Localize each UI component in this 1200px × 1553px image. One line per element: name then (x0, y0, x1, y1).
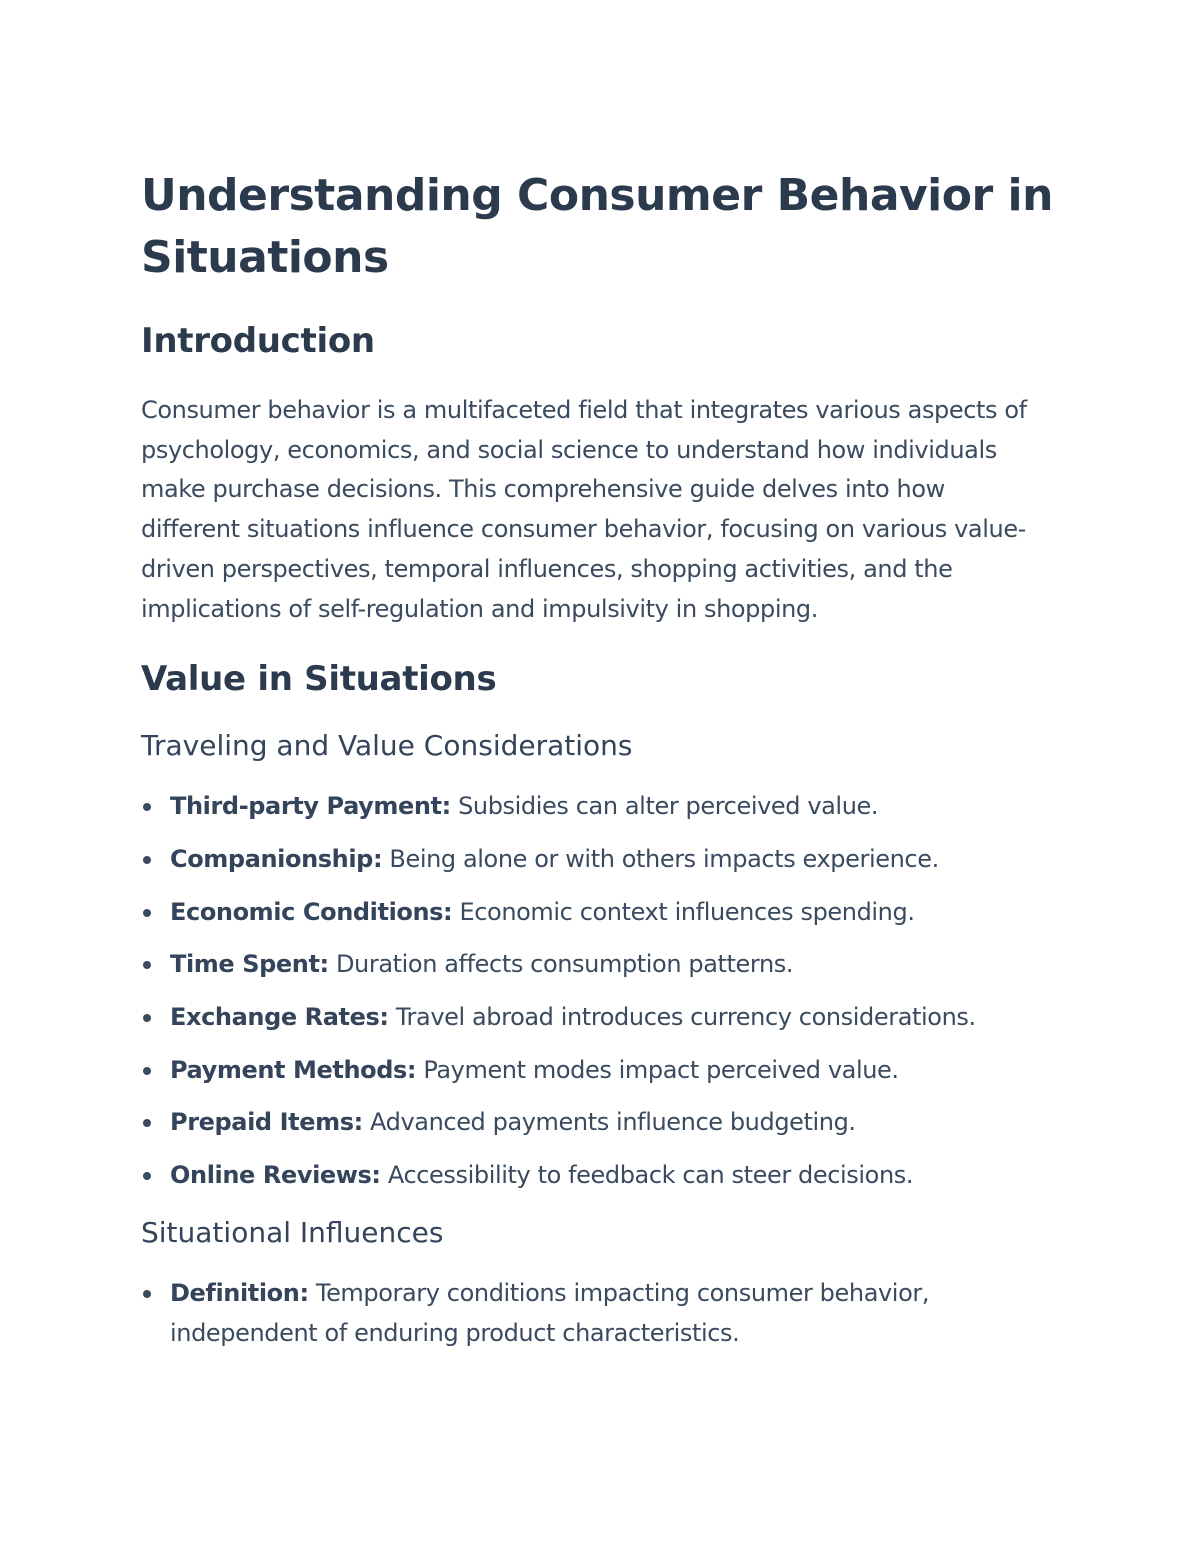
list-item-term: Time Spent: (170, 950, 329, 979)
list-item-text: Accessibility to feedback can steer decisions. (380, 1161, 914, 1190)
list-item-text: Duration affects consumption patterns. (328, 950, 794, 979)
list-item-text: Subsidies can alter perceived value. (450, 792, 879, 821)
list-item-text: Advanced payments influence budgeting. (362, 1108, 856, 1137)
introduction-paragraph: Consumer behavior is a multifaceted field that integrates various aspects of psychology, economics, and social science to understand how individuals make purchase decisions. This comprehensive guide delves into how different situations influence consumer behavior, focusing on various value-driven perspectives, temporal influences, shopping activities, and the implications of self-regulation and impulsivity in shopping. (141, 396, 1027, 623)
bullet-icon (143, 1067, 151, 1075)
bullet-icon (143, 856, 151, 864)
list-item (141, 787, 1061, 827)
bullet-icon (143, 1290, 151, 1298)
list-item-term: Prepaid Items: (170, 1108, 363, 1137)
list-item-term: Payment Methods: (170, 1055, 417, 1084)
list-item-term: Definition: (170, 1278, 309, 1307)
list-item-text: Being alone or with others impacts experience. (382, 844, 939, 873)
document-page (141, 165, 1061, 1353)
list-item (141, 945, 1061, 985)
bullet-icon (143, 909, 151, 917)
document-title: Understanding Consumer Behavior in Situations (141, 170, 1053, 283)
situational-influences-list (141, 1274, 1061, 1353)
list-item (141, 840, 1061, 880)
subheading-situational-influences: Situational Influences (141, 1215, 444, 1249)
bullet-icon (143, 1172, 151, 1180)
list-item-term: Online Reviews: (170, 1161, 381, 1190)
traveling-considerations-list (141, 787, 1061, 1196)
list-item-text: Temporary conditions impacting consumer behavior, independent of enduring product characteristics. (170, 1278, 930, 1347)
subheading-traveling-value-considerations: Traveling and Value Considerations (141, 729, 633, 763)
list-item-term: Companionship: (170, 844, 383, 873)
bullet-icon (143, 1014, 151, 1022)
list-item (141, 1156, 1061, 1196)
bullet-icon (143, 961, 151, 969)
list-item (141, 893, 1061, 933)
list-item (141, 1274, 1030, 1353)
section-heading-introduction: Introduction (141, 321, 375, 361)
list-item-term: Third-party Payment: (170, 792, 451, 821)
list-item (141, 998, 1061, 1038)
list-item-text: Travel abroad introduces currency considerations. (388, 1003, 976, 1032)
bullet-icon (143, 803, 151, 811)
list-item (141, 1103, 1061, 1143)
list-item (141, 1051, 1061, 1091)
section-heading-value-in-situations: Value in Situations (141, 659, 497, 700)
list-item-term: Exchange Rates: (170, 1003, 389, 1032)
list-item-text: Payment modes impact perceived value. (416, 1055, 899, 1084)
list-item-term: Economic Conditions: (170, 897, 453, 926)
list-item-text: Economic context influences spending. (452, 897, 915, 926)
bullet-icon (143, 1119, 151, 1127)
